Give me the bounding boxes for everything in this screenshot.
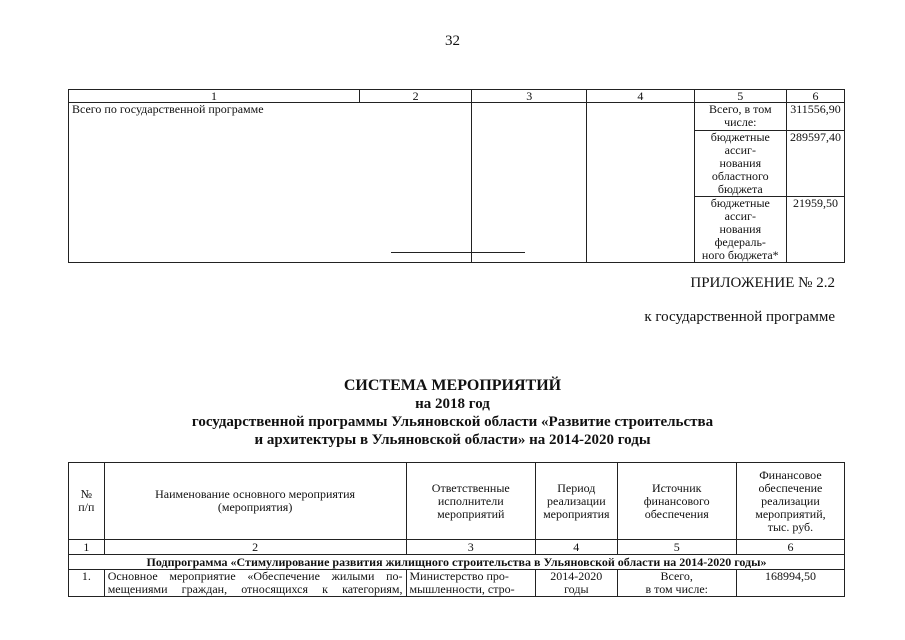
source-line: бюджетные ассиг- [710, 196, 770, 223]
source-line: ного бюджета* [701, 248, 779, 262]
header-line: Источник [651, 480, 702, 495]
col-number: 4 [536, 540, 618, 555]
amount-cell: 289597,40 [787, 131, 845, 197]
header-executors [406, 463, 536, 540]
col-number: 6 [736, 540, 844, 555]
header-line: мероприятия [543, 506, 610, 521]
document-title-year: на 2018 год [415, 396, 490, 412]
header-line: п/п [78, 500, 95, 514]
header-line: тыс. руб. [767, 519, 814, 534]
source-line: Всего, в том [709, 102, 772, 116]
header-line: мероприятий, [755, 506, 826, 521]
header-line: Финансовое [759, 467, 822, 482]
header-row [69, 463, 845, 540]
row-period [536, 570, 618, 597]
row-period-line: 2014-2020 [550, 569, 603, 583]
amount-cell: 21959,50 [787, 197, 845, 263]
header-line: (мероприятия) [217, 500, 293, 514]
header-name [104, 463, 406, 540]
header-line: № [80, 487, 93, 501]
header-source [617, 463, 736, 540]
header-line: обеспечение [758, 480, 823, 495]
total-label: Всего по государственной программе [69, 103, 472, 263]
source-cell [694, 103, 786, 131]
header-line: реализации [761, 493, 820, 508]
col-number: 2 [360, 90, 472, 103]
row-name-line: Основное мероприятие «Обеспечение жилыми по- [107, 569, 403, 583]
header-line: обеспечения [644, 506, 709, 521]
empty-cell [472, 103, 587, 263]
table-row [69, 570, 845, 597]
col-number: 4 [587, 90, 694, 103]
header-line: Наименование основного мероприятия [155, 487, 356, 501]
source-line: бюджетные ассиг- [710, 130, 770, 157]
source-line: числе: [724, 115, 757, 129]
header-line: реализации [546, 493, 606, 508]
header-line: мероприятий [437, 506, 505, 521]
row-executor-line: мышленности, стро- [409, 582, 515, 596]
col-number: 1 [69, 90, 360, 103]
header-line: Период [557, 480, 596, 495]
col-number: 2 [104, 540, 406, 555]
source-line: бюджета [717, 182, 763, 196]
header-line: финансового [643, 493, 710, 508]
appendix-title: ПРИЛОЖЕНИЕ № 2.2 [690, 275, 835, 291]
document-title: СИСТЕМА МЕРОПРИЯТИЙ [343, 377, 562, 394]
subprogram-row [69, 555, 845, 570]
subprogram-title: Подпрограмма «Стимулирование развития жилищного строительства в Ульяновской области на 2014-2020 годы» [69, 555, 845, 570]
source-cell [694, 197, 786, 263]
empty-cell [587, 103, 694, 263]
source-cell [694, 131, 786, 197]
row-period-line: годы [564, 582, 589, 596]
header-num [69, 463, 105, 540]
row-source [617, 570, 736, 597]
row-source-line: Всего, [660, 569, 693, 583]
row-executor-line: Министерство про- [409, 569, 509, 583]
page-number: 32 [445, 33, 460, 49]
row-name-line: мещениями граждан, относящихся к категориям, [107, 582, 403, 596]
document-title-program: и архитектуры в Ульяновской области» на 2014-2020 годы [254, 432, 651, 448]
header-line: Ответственные [431, 480, 510, 495]
source-line: нования областного [711, 156, 769, 183]
col-number: 6 [787, 90, 845, 103]
header-period [536, 463, 618, 540]
col-number: 3 [406, 540, 536, 555]
row-amount: 168994,50 [736, 570, 844, 597]
section-divider [391, 252, 525, 253]
col-number: 3 [472, 90, 587, 103]
row-executor [406, 570, 536, 597]
header-line: исполнители [437, 493, 504, 508]
document-title-program: государственной программы Ульяновской области «Развитие строительства [191, 414, 714, 430]
header-funding [736, 463, 844, 540]
row-source-line: в том числе: [645, 582, 708, 596]
column-number-row [69, 540, 845, 555]
top-budget-table [68, 89, 845, 263]
appendix-subtitle: к государственной программе [644, 309, 835, 325]
col-number: 1 [69, 540, 105, 555]
measures-table [68, 462, 845, 597]
row-num: 1. [69, 570, 105, 597]
column-number-row [69, 90, 845, 103]
source-line: нования федераль- [714, 222, 766, 249]
row-name [104, 570, 406, 597]
col-number: 5 [617, 540, 736, 555]
amount-cell: 311556,90 [787, 103, 845, 131]
col-number: 5 [694, 90, 786, 103]
